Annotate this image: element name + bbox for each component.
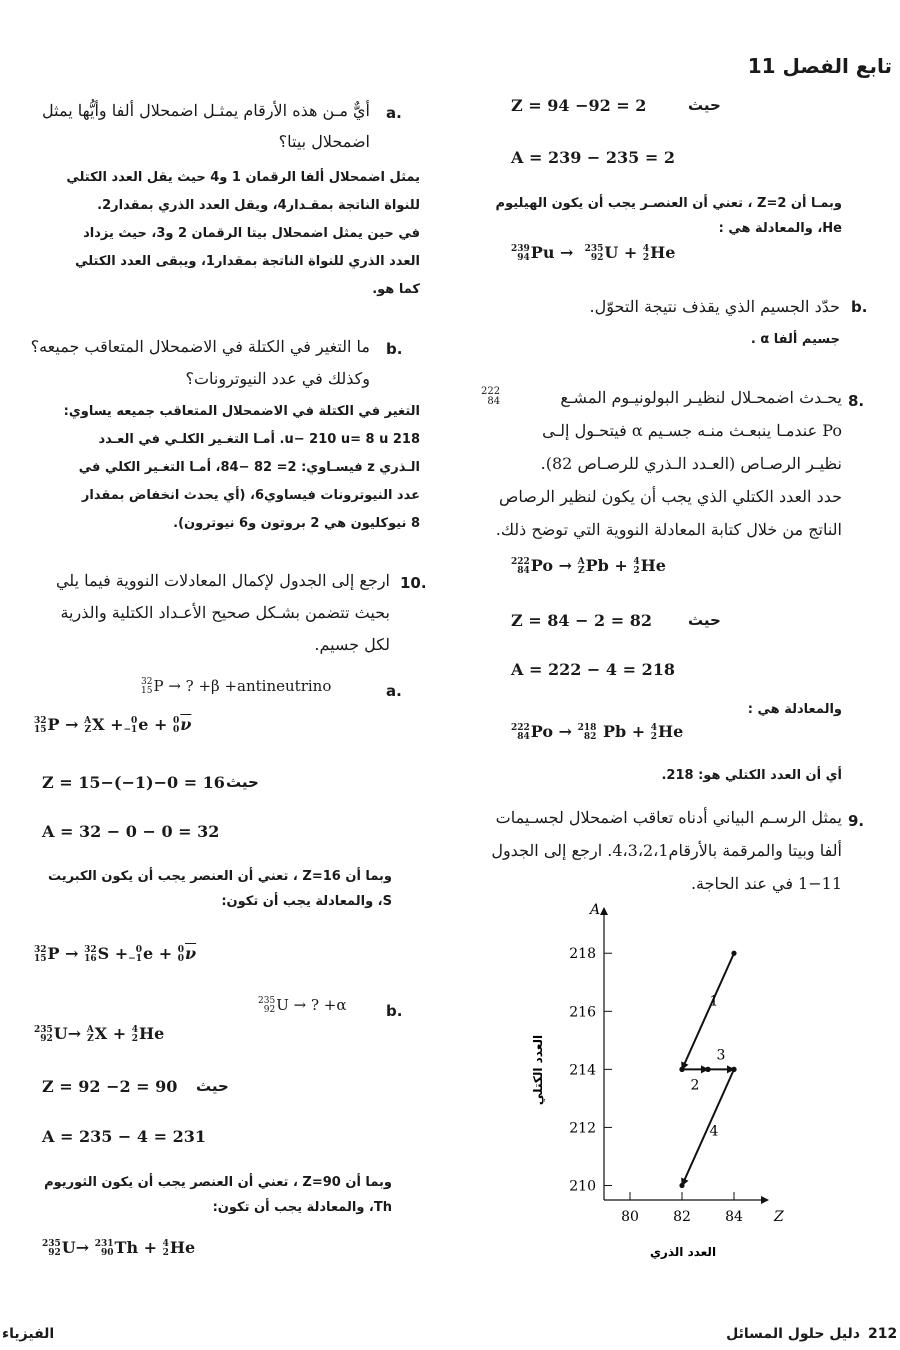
q7-z-line: Z = 94 −92 = 2 — [511, 96, 647, 115]
qa-answer-3: في حين يمثل اضمحلال بيتا الرقمان 2 و3، حيث يزداد — [83, 226, 420, 241]
q10a-equation-final: 32 15 P → 32 16 S + 0 −1 e + 0 0 $\overline{\nu}$ — [34, 944, 197, 964]
decay-step-label: 1 — [709, 993, 719, 1010]
q10b-a-line: A = 235 − 4 = 231 — [42, 1127, 206, 1146]
qa-line-1: أيٌّ مـن هذه الأرقام يمثـل اضمحلال ألفا وأيُّها يمثل — [42, 101, 370, 120]
y-tick-label: 214 — [569, 1062, 596, 1079]
y-tick-label: 218 — [569, 946, 596, 963]
q8-line-2: Po عندمـا ينبعـث منـه جسـيم α فيتحـول إلـى — [542, 421, 842, 440]
qa-answer-5: كما هو. — [372, 282, 420, 297]
q10a-given-text: → ? +β +antineutrino — [168, 677, 332, 695]
chapter-title: تابع الفصل 11 — [747, 54, 892, 78]
q9-number: 9. — [848, 812, 865, 830]
q10a-z-line: Z = 15−(−1)−0 = 16 — [42, 773, 225, 792]
y-tick-label: 210 — [569, 1178, 596, 1195]
q10b-equation-final: 235 92 U→ 231 90 Th + 4 2 He — [42, 1238, 196, 1258]
x-axis-letter: Z — [774, 1209, 784, 1225]
q10a-since-2: S، والمعادلة يجب أن تكون: — [221, 894, 392, 909]
qb-label: b. — [386, 340, 403, 358]
y-axis-letter: A — [590, 902, 601, 918]
decay-point — [679, 1183, 684, 1188]
q8-po-isotope: 222 84 — [481, 385, 501, 407]
footer-book-title: دليل حلول المسائل — [726, 1326, 860, 1342]
footer-page-number: 212 — [868, 1326, 898, 1342]
decay-chart — [520, 900, 820, 1270]
q8-line-3: نظيـر الرصـاص (العـدد الـذري للرصـاص 82). — [540, 454, 842, 473]
q10b-z-label: حيث — [196, 1077, 229, 1095]
decay-point — [731, 1067, 736, 1072]
q8-a-line: A = 222 − 4 = 218 — [511, 660, 675, 679]
q7-a-line: A = 239 − 235 = 2 — [511, 148, 675, 167]
qb-line-1: ما التغير في الكتلة في الاضمحلال المتعاقب جميعه؟ — [30, 337, 370, 356]
q10a-given: 32 15 P → ? +β +antineutrino — [141, 677, 332, 696]
q10b-z-line: Z = 92 −2 = 90 — [42, 1077, 178, 1096]
qa-answer-1: يمثل اضمحلال ألفا الرقمان 1 و4 حيث يقل العدد الكتلي — [66, 170, 420, 185]
q8-answer: أي أن العدد الكتلي هو: 218. — [661, 768, 842, 783]
q10b-equation-general: 235 92 U→ A Z X + 4 2 He — [34, 1024, 165, 1044]
q10-number: 10. — [400, 574, 427, 592]
q10b-since-2: Th، والمعادلة يجب أن تكون: — [212, 1200, 392, 1215]
q10a-since-1: وبما أن Z=16 ، تعني أن العنصر يجب أن يكون الكبريت — [47, 869, 392, 884]
q10a-equation-general: 32 15 P → A Z X + 0 −1 e + 0 0 $\overline{\nu}$ — [34, 715, 192, 735]
qa-line-2: اضمحلال بيتا؟ — [278, 132, 370, 151]
decay-step-label: 4 — [709, 1123, 719, 1140]
y-tick-label: 216 — [569, 1004, 596, 1021]
q8-number: 8. — [848, 392, 865, 410]
q8-eq-label: والمعادلة هي : — [747, 702, 842, 717]
q10a-a-line: A = 32 − 0 − 0 = 32 — [42, 822, 220, 841]
q10b-given: 235 92 U → ? +α — [258, 996, 347, 1015]
q10b-since-1: وبما أن Z=90 ، تعني أن العنصر يجب أن يكون الثوريوم — [44, 1175, 392, 1190]
chart-ylabel: العدد الكتلي — [531, 1034, 545, 1106]
qa-answer-4: العدد الذري للنواة الناتجة بمقدار1، ويبقى العدد الكتلي — [75, 254, 420, 269]
q7-z-label: حيث — [688, 96, 721, 114]
q10b-given-text: → ? +α — [293, 996, 347, 1014]
decay-step-label: 2 — [690, 1077, 700, 1094]
qb-answer-3: الـذري z فيسـاوي: 2= 82 −84، أمـا التغـير الكلي في — [78, 460, 420, 475]
q8-equation-given: 222 84 Po → A Z Pb + 4 2 He — [511, 556, 666, 576]
q9-line-3: 1−11 في عند الحاجة. — [690, 874, 842, 893]
q10a-label: a. — [386, 682, 402, 700]
q8-line-5: الناتج من خلال كتابة المعادلة النووية التي توضح ذلك. — [495, 520, 842, 539]
q10-line-1: ارجع إلى الجدول لإكمال المعادلات النووية فيما يلي — [55, 571, 390, 590]
qa-label: a. — [386, 104, 402, 122]
decay-point — [679, 1067, 684, 1072]
q7-since-line-2: He، والمعادلة هي : — [718, 221, 842, 236]
qb-answer-2: 218 u− 210 u= 8 u. أمـا التغـير الكلـي في العـدد — [98, 432, 420, 447]
qb-line-2: وكذلك في عدد النيوترونات؟ — [185, 369, 370, 388]
x-tick-label: 82 — [673, 1209, 691, 1225]
q7b-answer: جسيم ألفا α . — [750, 332, 840, 347]
decay-point — [731, 951, 736, 956]
x-tick-label: 84 — [725, 1209, 743, 1225]
q7b-label: b. — [851, 298, 868, 316]
y-tick-label: 212 — [569, 1120, 596, 1137]
q9-line-2: ألفا وبيتا والمرقمة بالأرقام4،3،2،1. ارجع إلى الجدول — [491, 841, 842, 860]
qb-answer-5: 8 نيوكليون هي 2 بروتون و6 نيوترون). — [173, 516, 420, 531]
q8-z-line: Z = 84 − 2 = 82 — [511, 611, 652, 630]
q8-line-4: حدد العدد الكتلي الذي يجب أن يكون لنظير الرصاص — [499, 487, 842, 506]
q9-line-1: يمثل الرسـم البياني أدناه تعاقب اضمحلال لجسـيمات — [495, 808, 842, 827]
q8-line-1: يحـدث اضمحـلال لنظيـر البولونيـوم المشـع — [560, 388, 842, 407]
decay-step-1 — [682, 953, 734, 1069]
q8-equation-final: 222 84 Po → 218 82 Pb + 4 2 He — [511, 722, 684, 742]
chart-xlabel: العدد الذري — [649, 1245, 717, 1259]
x-tick-label: 80 — [621, 1209, 639, 1225]
q10-line-3: لكل جسيم. — [314, 635, 390, 654]
q8-z-label: حيث — [688, 611, 721, 629]
decay-point — [705, 1067, 710, 1072]
q7-equation: 239 94 Pu → 235 92 U + 4 2 He — [511, 243, 676, 263]
q10a-z-label: حيث — [226, 773, 259, 791]
q7b-question: حدّد الجسيم الذي يقذف نتيجة التحوّل. — [589, 297, 840, 316]
qb-answer-1: التغير في الكتلة في الاضمحلال المتعاقب جميعه يساوي: — [63, 404, 420, 419]
qa-answer-2: للنواة الناتجة بمقـدار4، ويقل العدد الذري بمقدار2. — [97, 198, 420, 213]
q10-line-2: بحيث تتضمن بشـكل صحيح الأعـداد الكتلية والذرية — [60, 603, 390, 622]
qb-answer-4: عدد النيوترونات فيساوي6، (أي يحدث انخفاض بمقدار — [81, 488, 420, 503]
decay-step-label: 3 — [716, 1047, 726, 1064]
q10b-label: b. — [386, 1002, 403, 1020]
footer-subject: الفيزياء — [2, 1326, 55, 1342]
q7-since-line-1: وبمـا أن Z=2 ، تعني أن العنصـر يجب أن يكون الهيليوم — [495, 196, 842, 211]
